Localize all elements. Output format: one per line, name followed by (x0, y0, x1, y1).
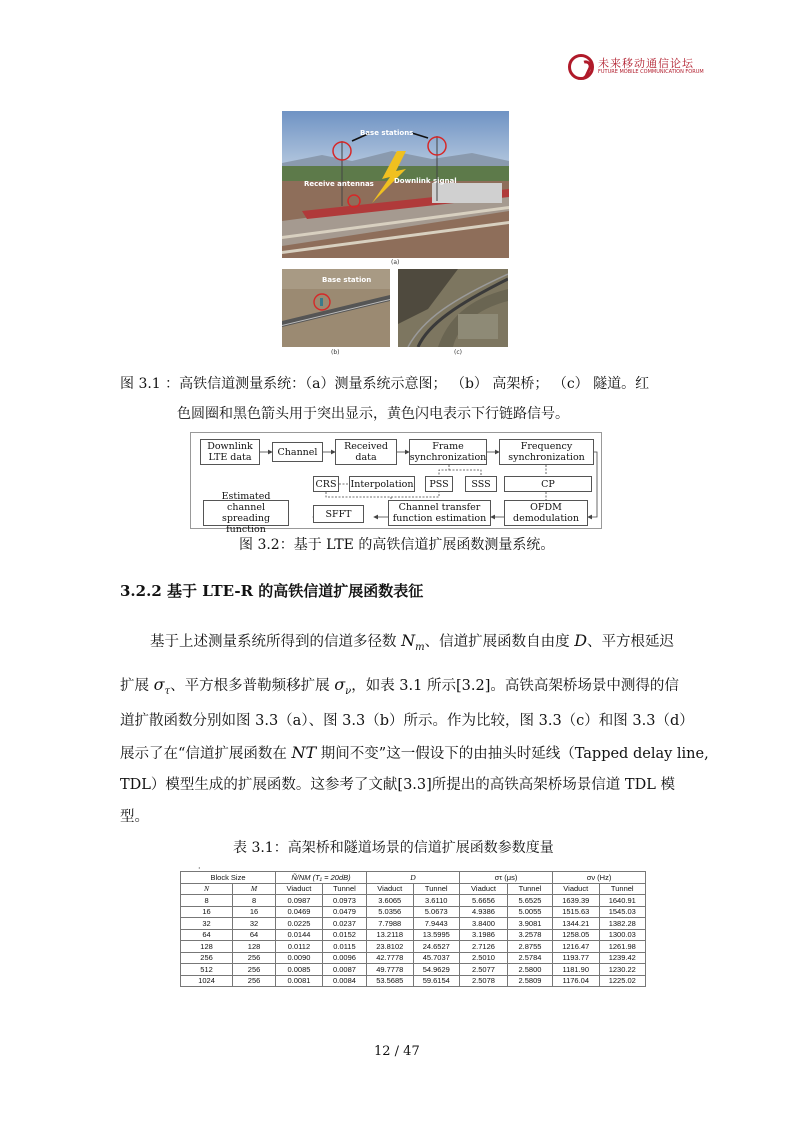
header-viaduct: Viaduct (276, 883, 323, 895)
table-cell: 3.2578 (507, 929, 552, 941)
forum-logo (568, 54, 708, 80)
table-cell: 0.0225 (276, 918, 323, 930)
table-cell: 54.9629 (413, 964, 460, 976)
header-tunnel: Tunnel (322, 883, 366, 895)
table-cell: 256 (233, 964, 276, 976)
header-N: N (181, 883, 233, 895)
table-cell: 0.0085 (276, 964, 323, 976)
table-cell: 1639.39 (553, 895, 600, 907)
table-cell: 5.0055 (507, 906, 552, 918)
table-cell: 3.9081 (507, 918, 552, 930)
figure-3-1-photo-c (398, 269, 508, 347)
paragraph-line-5: TDL）模型生成的扩展函数。这参考了文献[3.3]所提出的高铁高架桥场景信道 TDL 模 (120, 777, 675, 793)
table-row (181, 906, 646, 918)
table-row (181, 895, 646, 907)
header-tunnel: Tunnel (413, 883, 460, 895)
header-M: M (233, 883, 276, 895)
page-number: 12 / 47 (374, 1044, 420, 1059)
table-header-row-1 (181, 872, 646, 884)
figure-3-1-photo-b (282, 269, 390, 347)
railway-station-photo (282, 111, 509, 258)
table-cell: 16 (233, 906, 276, 918)
table-cell: 64 (233, 929, 276, 941)
flow-sfft: SFFT (313, 505, 364, 523)
table-cell: 0.0115 (322, 941, 366, 953)
table-cell: 1193.77 (553, 952, 600, 964)
flow-pss: PSS (425, 476, 453, 492)
table-cell: 128 (233, 941, 276, 953)
viaduct-aerial-photo (282, 269, 390, 347)
table-row (181, 964, 646, 976)
table-cell: 13.2118 (367, 929, 414, 941)
figure-3-1-caption-line2: 色圆圈和黑色箭头用于突出显示，黄色闪电表示下行链路信号。 (177, 406, 569, 422)
tunnel-aerial-photo (398, 269, 508, 347)
flow-cp: CP (504, 476, 592, 492)
table-cell: 16 (181, 906, 233, 918)
table-cell: 0.0087 (322, 964, 366, 976)
table-cell: 7.7988 (367, 918, 414, 930)
table-cell: 128 (181, 941, 233, 953)
header-D: D (367, 872, 460, 884)
figure-3-2-flowchart (190, 432, 602, 535)
table-cell: 24.6527 (413, 941, 460, 953)
paragraph-line-6: 型。 (120, 809, 149, 825)
figure-3-1-caption-line1: 图 3.1 ：高铁信道测量系统：（a）测量系统示意图； （b） 高架桥； （c） 隧道。红 (120, 376, 650, 392)
table-cell: 1230.22 (599, 964, 646, 976)
body-paragraph (120, 625, 709, 825)
table-cell: 5.0673 (413, 906, 460, 918)
flow-channel-transfer-function-estimation: Channel transfer function estimation (388, 500, 491, 526)
header-sigma-nu: σν (Hz) (553, 872, 646, 884)
table-cell: 0.0096 (322, 952, 366, 964)
flow-channel: Channel (272, 442, 323, 462)
table-cell: 23.8102 (367, 941, 414, 953)
table-cell: 256 (233, 975, 276, 987)
table-cell: 45.7037 (413, 952, 460, 964)
subfigure-b-label: (b) (331, 349, 340, 356)
symbol-NT: NT (291, 743, 317, 762)
logo-english-text: FUTURE MOBILE COMMUNICATION FORUM (598, 69, 704, 75)
table-cell: 3.6110 (413, 895, 460, 907)
table-cell: 0.0144 (276, 929, 323, 941)
table-cell: 2.5809 (507, 975, 552, 987)
table-cell: 2.5784 (507, 952, 552, 964)
table-cell: 0.0084 (322, 975, 366, 987)
header-viaduct: Viaduct (460, 883, 508, 895)
table-row (181, 975, 646, 987)
table-cell: 0.0090 (276, 952, 323, 964)
header-block-size: Block Size (181, 872, 276, 884)
table-cell: 1515.63 (553, 906, 600, 918)
flow-interpolation: Interpolation (349, 476, 415, 492)
table-cell: 4.9386 (460, 906, 508, 918)
flow-frame-synchronization: Frame synchronization (409, 441, 487, 463)
receive-antennas-label: Receive antennas (304, 180, 374, 188)
table-cell: 1181.90 (553, 964, 600, 976)
table-cell: 256 (181, 952, 233, 964)
table-cell: 1545.03 (599, 906, 646, 918)
table-cell: 5.6656 (460, 895, 508, 907)
flow-downlink-lte-data: Downlink LTE data (200, 439, 260, 465)
spreading-function-table (180, 871, 646, 987)
flow-received-data: Received data (335, 439, 397, 465)
table-cell: 5.6525 (507, 895, 552, 907)
table-row (181, 941, 646, 953)
table-cell: 59.6154 (413, 975, 460, 987)
table-row (181, 952, 646, 964)
table-cell: 1176.04 (553, 975, 600, 987)
table-cell: 2.5800 (507, 964, 552, 976)
table-cell: 3.1986 (460, 929, 508, 941)
symbol-sigma-nu: σ (334, 675, 346, 694)
table-cell: 0.0987 (276, 895, 323, 907)
table-cell: 1024 (181, 975, 233, 987)
table-cell: 0.0152 (322, 929, 366, 941)
paragraph-line-3: 道扩散函数分别如图 3.3（a）、图 3.3（b）所示。作为比较，图 3.3（c）和图 3.3（d） (120, 713, 694, 729)
table-cell: 1300.03 (599, 929, 646, 941)
header-viaduct: Viaduct (367, 883, 414, 895)
downlink-signal-label: Downlink signal (394, 177, 457, 185)
section-heading-3-2-2: 3.2.2 基于 LTE-R 的高铁信道扩展函数表征 (120, 582, 424, 600)
table-dot: · (198, 864, 201, 873)
table-cell: 0.0973 (322, 895, 366, 907)
table-cell: 53.5685 (367, 975, 414, 987)
subfigure-c-label: (c) (454, 349, 462, 356)
symbol-D: D (574, 631, 588, 650)
table-cell: 0.0112 (276, 941, 323, 953)
table-cell: 1258.05 (553, 929, 600, 941)
figure-3-1-photo-a (282, 111, 509, 258)
table-cell: 1344.21 (553, 918, 600, 930)
table-3-1-caption: 表 3.1：高架桥和隧道场景的信道扩展函数参数度量 (233, 840, 554, 856)
table-cell: 3.8400 (460, 918, 508, 930)
table-cell: 64 (181, 929, 233, 941)
forum-logo-icon (568, 54, 594, 80)
subscript-m: m (415, 641, 425, 653)
table-row (181, 918, 646, 930)
table-body (181, 895, 646, 987)
header-ratio: Ñ/NM (T₁ = 20dB) (276, 872, 367, 884)
table-row (181, 929, 646, 941)
paragraph-line-1: 基于上述测量系统所得到的信道多径数 $N_m$、信道扩展函数自由度 D、平方根延迟 (150, 631, 675, 653)
table-cell: 2.5010 (460, 952, 508, 964)
header-viaduct: Viaduct (553, 883, 600, 895)
base-station-label: Base station (322, 276, 372, 284)
header-tunnel: Tunnel (507, 883, 552, 895)
table-cell: 42.7778 (367, 952, 414, 964)
flow-sss: SSS (465, 476, 497, 492)
subfigure-a-label: (a) (391, 259, 400, 266)
table-cell: 5.0356 (367, 906, 414, 918)
table-cell: 8 (233, 895, 276, 907)
table-cell: 2.5077 (460, 964, 508, 976)
table-cell: 1225.02 (599, 975, 646, 987)
header-tunnel: Tunnel (599, 883, 646, 895)
paragraph-line-2: 扩展 $\sigma_\tau$、平方根多普勒频移扩展 $\sigma_\nu$，如表 3.1 所示[3.2]。高铁高架桥场景中测得的信 (120, 675, 679, 697)
flow-crs: CRS (313, 476, 339, 492)
table-cell: 512 (181, 964, 233, 976)
flow-ofdm-demodulation: OFDM demodulation (504, 500, 588, 526)
table-cell: 256 (233, 952, 276, 964)
base-stations-label: Base stations (360, 129, 414, 137)
header-sigma-tau: στ (μs) (460, 872, 553, 884)
table-cell: 1640.91 (599, 895, 646, 907)
table-cell: 1239.42 (599, 952, 646, 964)
table-cell: 7.9443 (413, 918, 460, 930)
table-cell: 0.0081 (276, 975, 323, 987)
flow-estimated-channel-spreading-function: Estimated channel spreading function (203, 500, 289, 526)
figure-3-2-caption: 图 3.2：基于 LTE 的高铁信道扩展函数测量系统。 (239, 537, 555, 553)
table-cell: 1261.98 (599, 941, 646, 953)
table-cell: 1382.28 (599, 918, 646, 930)
table-cell: 0.0479 (322, 906, 366, 918)
table-cell: 2.8755 (507, 941, 552, 953)
table-cell: 49.7778 (367, 964, 414, 976)
flow-frequency-synchronization: Frequency synchronization (499, 439, 594, 465)
table-cell: 2.5078 (460, 975, 508, 987)
symbol-N: N (401, 631, 416, 650)
logo-chinese-text: 未来移动通信论坛 (598, 57, 694, 70)
table-cell: 8 (181, 895, 233, 907)
table-cell: 13.5995 (413, 929, 460, 941)
symbol-sigma-tau: σ (153, 675, 165, 694)
table-3-1 (180, 871, 646, 987)
table-cell: 0.0469 (276, 906, 323, 918)
table-cell: 2.7126 (460, 941, 508, 953)
table-header-row-2 (181, 883, 646, 895)
table-cell: 3.6065 (367, 895, 414, 907)
table-cell: 0.0237 (322, 918, 366, 930)
table-cell: 32 (181, 918, 233, 930)
paragraph-line-4: 展示了在“信道扩展函数在 NT 期间不变”这一假设下的由抽头时延线（Tapped delay line, (120, 743, 709, 762)
table-cell: 32 (233, 918, 276, 930)
table-cell: 1216.47 (553, 941, 600, 953)
